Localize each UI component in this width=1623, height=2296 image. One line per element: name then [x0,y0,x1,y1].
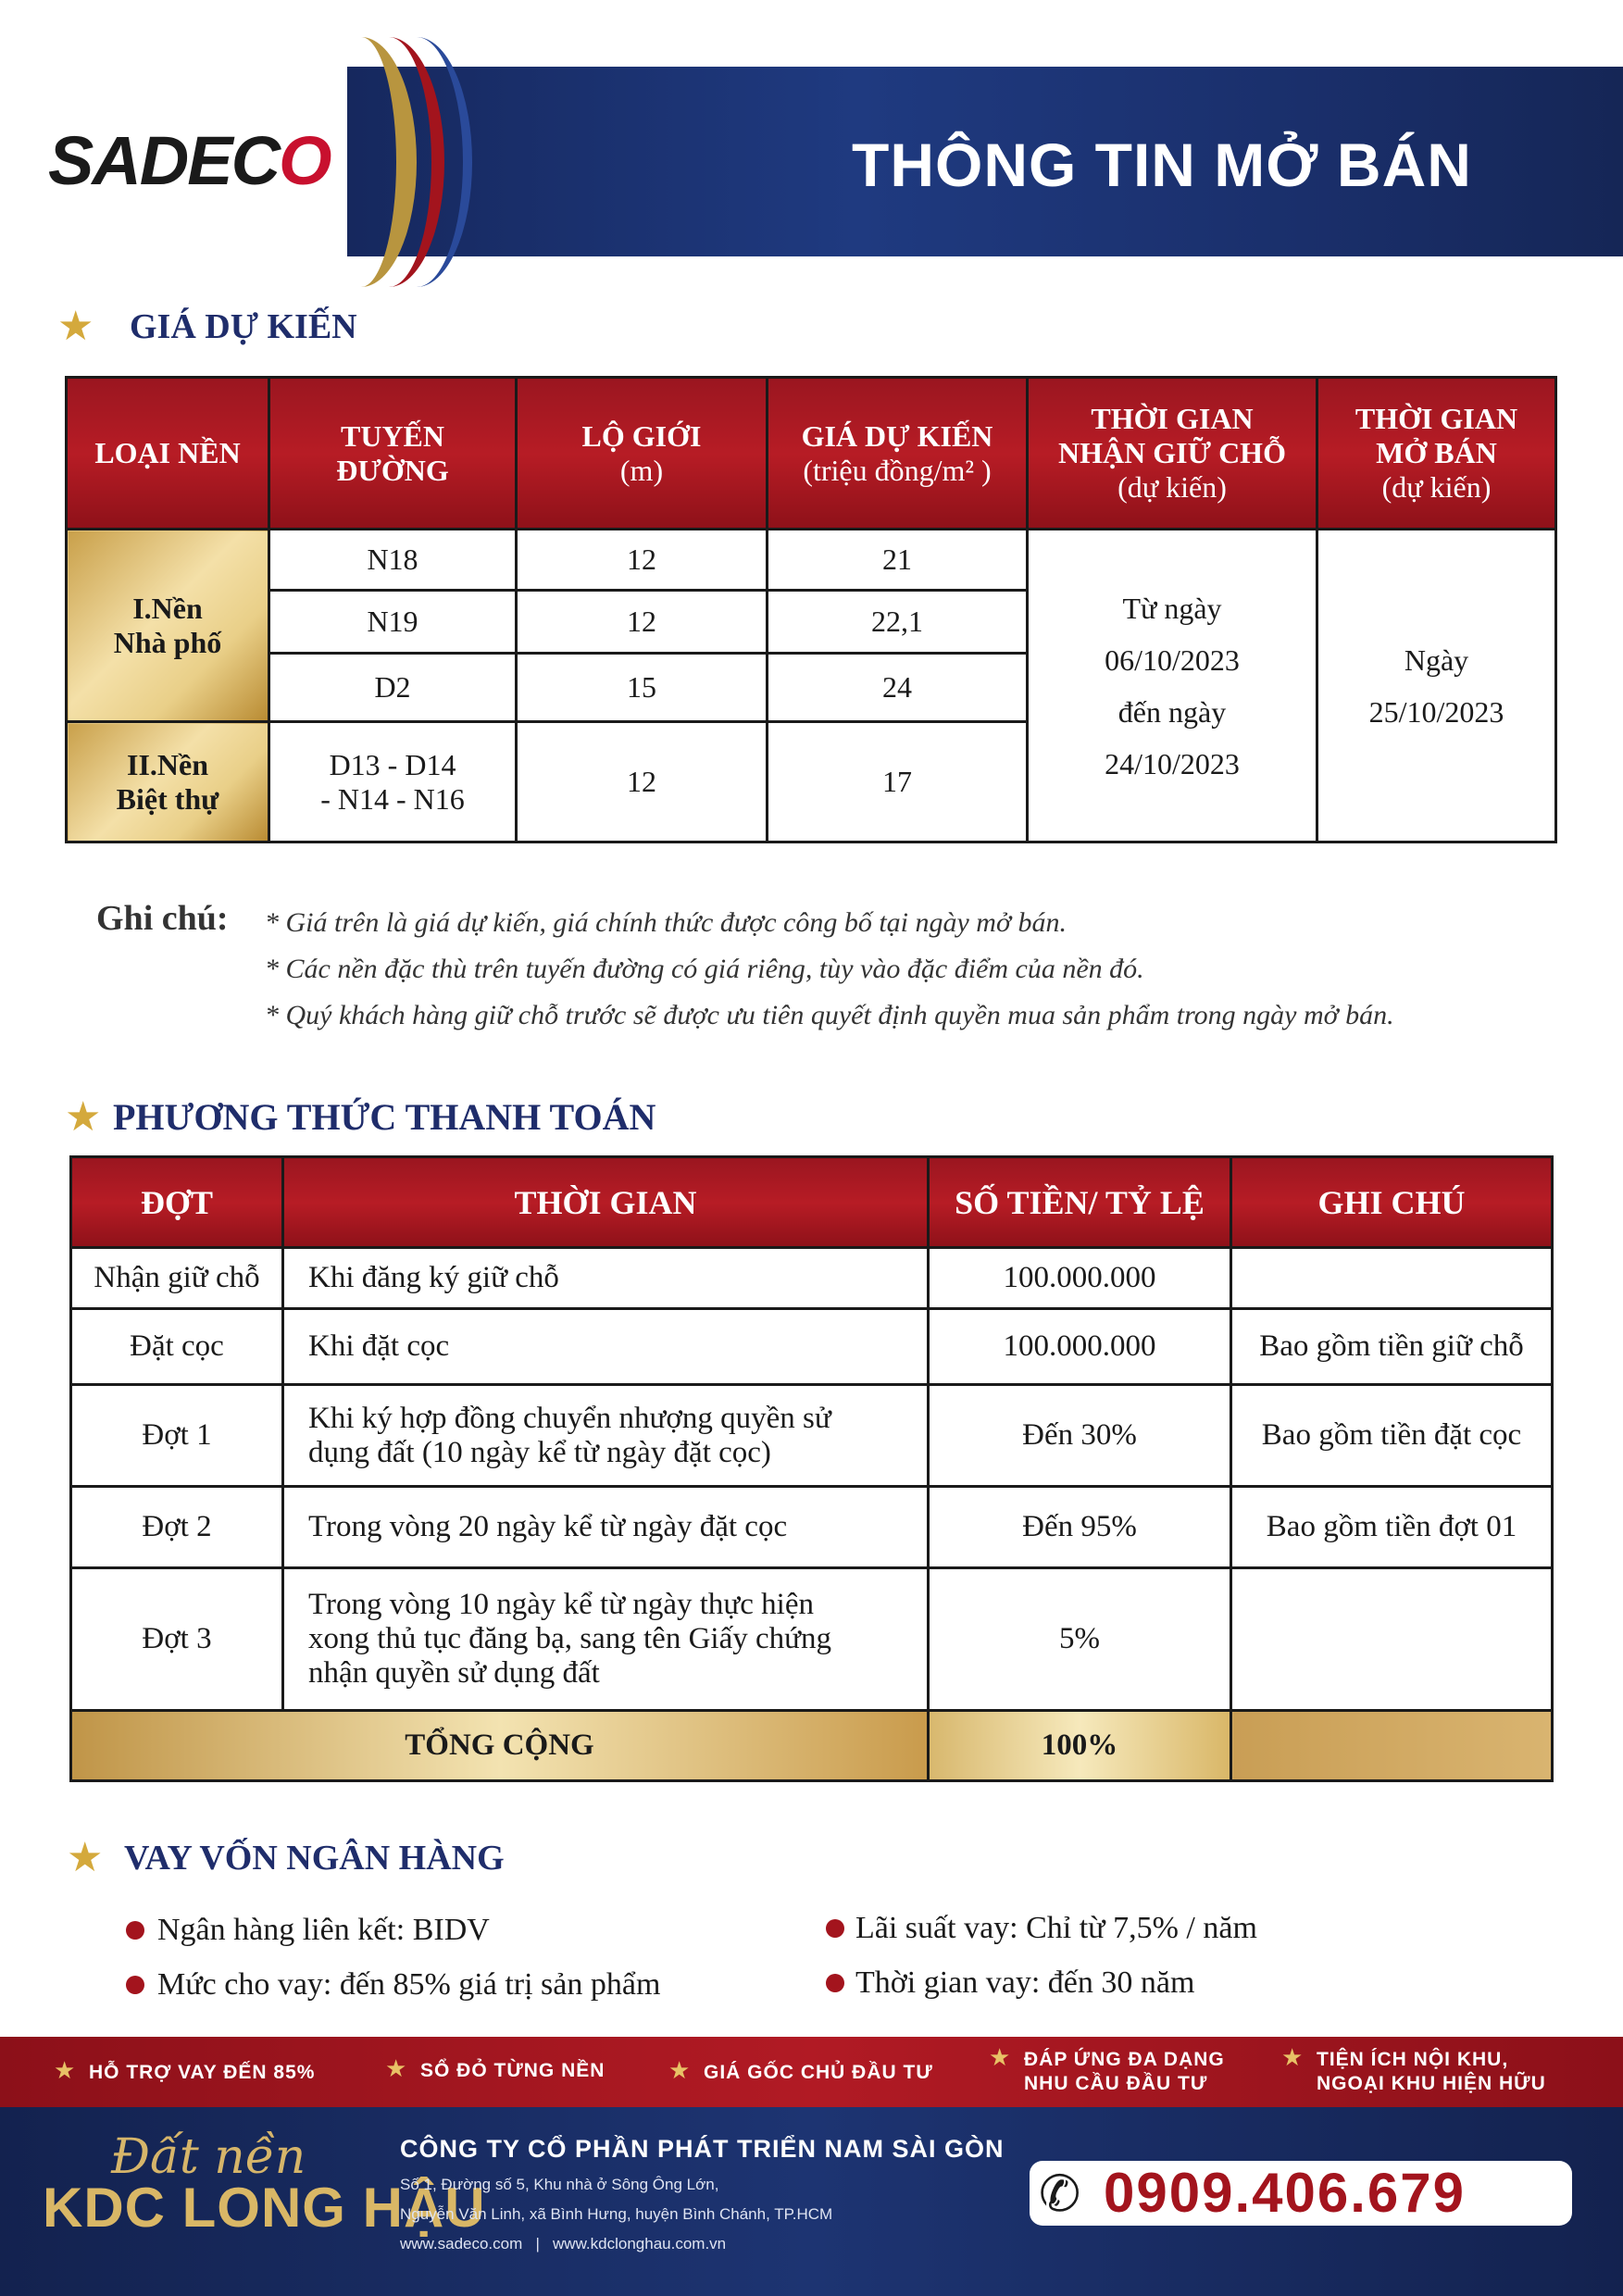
note-cell: Bao gồm tiền đặt cọc [1231,1385,1553,1487]
header-blue-arc [361,37,472,287]
benefit-item: NHU CẦU ĐẦU TƯ [1024,2073,1208,2094]
address-line: Số 1, Đường số 5, Khu nhà ở Sông Ông Lớn, [400,2176,719,2193]
sadeco-logo: SADECO [48,122,331,199]
brand-script: Đất nền [111,2129,306,2185]
total-row [71,1711,1553,1781]
col-lo-gioi: LỘ GIỚI (m) [517,378,768,530]
dot-cell: Đợt 2 [71,1487,283,1568]
dot-cell: Đợt 3 [71,1568,283,1711]
brand-name: KDC LONG HẬU [43,2177,486,2239]
total-label: TỔNG CỘNG [71,1711,929,1781]
road-cell: D2 [269,654,517,722]
benefit-item: SỔ ĐỎ TỪNG NỀN [420,2060,606,2081]
amount-cell: 100.000.000 [929,1248,1231,1309]
price-section-title: GIÁ DỰ KIẾN [130,307,357,346]
price-cell: 24 [768,654,1028,722]
dot-cell: Đặt cọc [71,1309,283,1385]
benefit-item: ĐÁP ỨNG ĐA DẠNG [1024,2049,1225,2070]
address-line: Nguyễn Văn Linh, xã Bình Hưng, huyện Bình Chánh, TP.HCM [400,2205,833,2223]
loan-bank: Ngân hàng liên kết: BIDV [157,1913,490,1947]
benefit-item: HỖ TRỢ VAY ĐẾN 85% [89,2062,316,2083]
hotline-number[interactable]: 0909.406.679 [1104,2162,1467,2224]
star-icon: ★ [54,2057,76,2084]
group-biet-thu: II.Nền Biệt thự [67,722,269,842]
total-empty [1231,1711,1553,1781]
col-dot: ĐỢT [71,1157,283,1248]
phone-icon: ✆ [1039,2166,1081,2222]
time-cell: Khi ký hợp đồng chuyển nhượng quyền sử dụng đất (10 ngày kể từ ngày đặt cọc) [283,1385,929,1487]
col-so-tien: SỐ TIỀN/ TỶ LỆ [929,1157,1231,1248]
loan-amount: Mức cho vay: đến 85% giá trị sản phẩm [157,1967,661,2002]
star-icon: ★ [385,2055,407,2082]
group-nha-pho: I.Nền Nhà phố [67,530,269,722]
benefit-item: NGOẠI KHU HIỆN HỮU [1317,2073,1546,2094]
width-cell: 15 [517,654,768,722]
amount-cell: 5% [929,1568,1231,1711]
table-row [71,1309,1553,1385]
road-cell: N19 [269,591,517,654]
note-cell [1231,1248,1553,1309]
star-icon: ★ [668,2057,691,2084]
width-cell: 12 [517,591,768,654]
star-icon: ★ [989,2044,1011,2071]
col-tg-giu-cho: THỜI GIAN NHẬN GIỮ CHỖ (dự kiến) [1028,378,1317,530]
loan-rate: Lãi suất vay: Chỉ từ 7,5% / năm [855,1911,1257,1945]
website-links[interactable]: www.sadeco.com | www.kdclonghau.com.vn [400,2235,727,2252]
amount-cell: Đến 95% [929,1487,1231,1568]
open-time-cell: Ngày 25/10/2023 [1317,530,1556,842]
note-cell: Bao gồm tiền đợt 01 [1231,1487,1553,1568]
benefit-item: TIỆN ÍCH NỘI KHU, [1317,2049,1509,2070]
price-table [65,376,1557,843]
table-row [71,1385,1553,1487]
time-cell: Khi đặt cọc [283,1309,929,1385]
note-cell: Bao gồm tiền giữ chỗ [1231,1309,1553,1385]
col-gia: GIÁ DỰ KIẾN (triệu đồng/m² ) [768,378,1028,530]
road-cell: D13 - D14 - N14 - N16 [269,722,517,842]
note-line: * Giá trên là giá dự kiến, giá chính thức được công bố tại ngày mở bán. [265,907,1067,938]
amount-cell: 100.000.000 [929,1309,1231,1385]
loan-section-title: VAY VỐN NGÂN HÀNG [124,1839,505,1878]
col-tg-mo-ban: THỜI GIAN MỞ BÁN (dự kiến) [1317,378,1556,530]
page-title: THÔNG TIN MỞ BÁN [852,131,1472,199]
note-cell [1231,1568,1553,1711]
bullet-icon [126,1976,144,1994]
star-icon: ★ [65,1094,102,1140]
hold-time-cell: Từ ngày 06/10/2023 đến ngày 24/10/2023 [1028,530,1317,842]
bullet-icon [126,1921,144,1940]
col-thoi-gian: THỜI GIAN [283,1157,929,1248]
col-loai-nen: LOẠI NỀN [67,378,269,530]
total-value: 100% [929,1711,1231,1781]
col-tuyen-duong: TUYẾN ĐƯỜNG [269,378,517,530]
width-cell: 12 [517,722,768,842]
bullet-icon [826,1919,844,1938]
star-icon: ★ [67,1835,104,1880]
note-line: * Quý khách hàng giữ chỗ trước sẽ được ưu tiên quyết định quyền mua sản phẩm trong ngày mở bán. [265,1000,1394,1030]
dot-cell: Đợt 1 [71,1385,283,1487]
time-cell: Trong vòng 10 ngày kể từ ngày thực hiện xong thủ tục đăng bạ, sang tên Giấy chứng nhận quyền sử dụng đất [283,1568,929,1711]
bullet-icon [826,1974,844,1992]
table-row [71,1248,1553,1309]
loan-term: Thời gian vay: đến 30 năm [855,1965,1195,2000]
price-cell: 22,1 [768,591,1028,654]
amount-cell: Đến 30% [929,1385,1231,1487]
star-icon: ★ [1281,2044,1304,2071]
benefit-item: GIÁ GỐC CHỦ ĐẦU TƯ [704,2062,933,2083]
price-cell: 17 [768,722,1028,842]
road-cell: N18 [269,530,517,591]
star-icon: ★ [57,304,94,349]
time-cell: Khi đăng ký giữ chỗ [283,1248,929,1309]
time-cell: Trong vòng 20 ngày kể từ ngày đặt cọc [283,1487,929,1568]
table-row [67,530,1556,591]
table-row [71,1568,1553,1711]
price-cell: 21 [768,530,1028,591]
table-row [71,1487,1553,1568]
payment-section-title: PHƯƠNG THỨC THANH TOÁN [113,1096,656,1138]
dot-cell: Nhận giữ chỗ [71,1248,283,1309]
note-line: * Các nền đặc thù trên tuyến đường có giá riêng, tùy vào đặc điểm của nền đó. [265,954,1144,984]
notes-label: Ghi chú: [96,899,229,938]
width-cell: 12 [517,530,768,591]
col-ghi-chu: GHI CHÚ [1231,1157,1553,1248]
payment-table [69,1155,1554,1782]
company-name: CÔNG TY CỔ PHẦN PHÁT TRIỂN NAM SÀI GÒN [400,2135,1005,2163]
